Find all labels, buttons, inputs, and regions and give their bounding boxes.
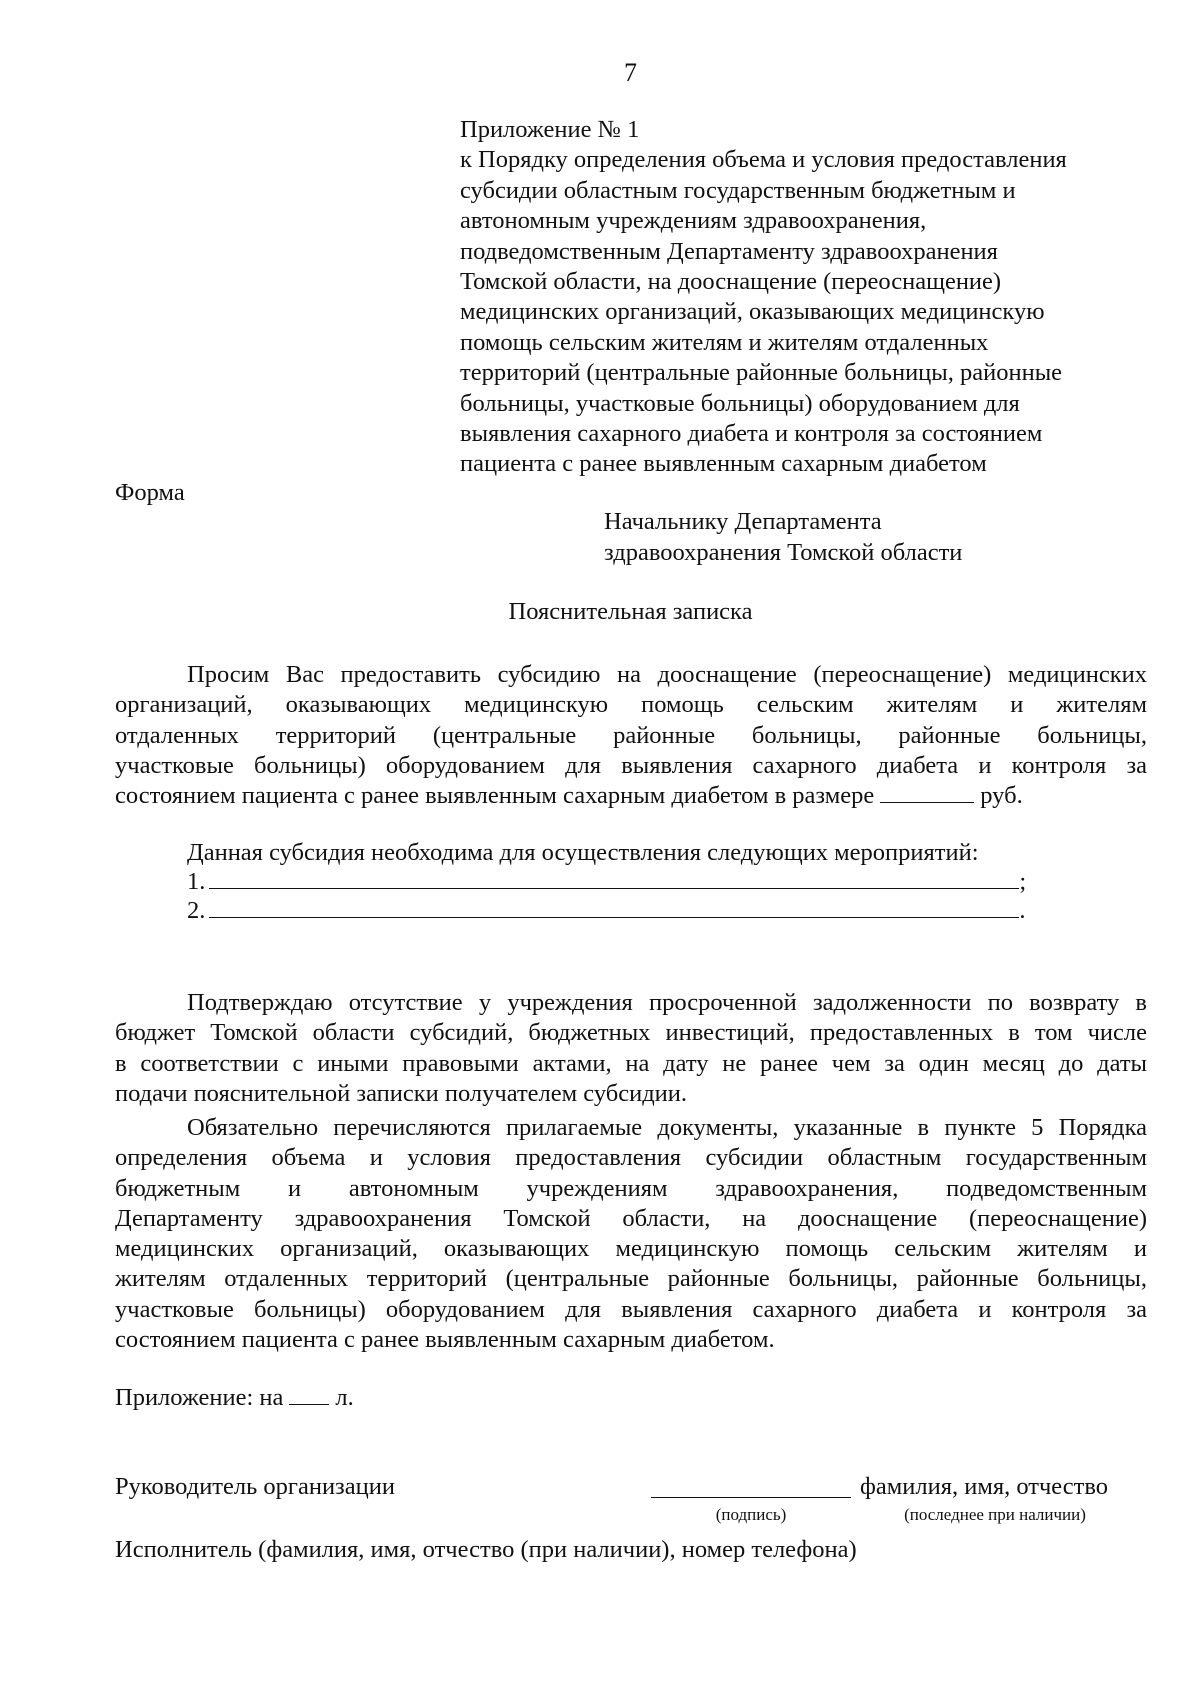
appendix-line: подведомственным Департаменту здравоохранения <box>460 237 998 265</box>
documents-paragraph <box>115 1113 1147 1355</box>
document-title: Пояснительная записка <box>508 598 753 625</box>
form-label: Форма <box>115 479 185 506</box>
attachment-suffix: л. <box>335 1384 354 1411</box>
paragraph-line: отдаленных территорий (центральные районные больницы, районные больницы, <box>115 721 1147 749</box>
request-paragraph <box>115 660 1147 811</box>
item-number: 2. <box>187 897 206 924</box>
amount-suffix: руб. <box>980 782 1023 810</box>
appendix-line: выявления сахарного диабета и контроля за состоянием <box>460 420 1043 448</box>
paragraph-line: жителям отдаленных территорий (центральные районные больницы, районные больницы, <box>115 1265 1147 1293</box>
appendix-line: медицинских организаций, оказывающих медицинскую <box>460 298 1045 326</box>
attachment-line <box>115 1383 354 1413</box>
appendix-header <box>460 115 1160 480</box>
amount-prefix: состоянием пациента с ранее выявленным сахарным диабетом в размере <box>115 782 875 810</box>
paragraph-line: медицинских организаций, оказывающих медицинскую помощь сельским жителям и <box>115 1235 1147 1263</box>
fio-hint: (последнее при наличии) <box>904 1505 1086 1524</box>
pages-blank-field[interactable] <box>289 1383 329 1405</box>
appendix-line: Приложение № 1 <box>460 116 640 143</box>
paragraph-line: Обязательно перечисляются прилагаемые документы, указанные в пункте 5 Порядка <box>187 1114 1147 1141</box>
needs-item <box>187 867 1026 896</box>
needs-intro: Данная субсидия необходима для осуществления следующих мероприятий: <box>187 839 979 866</box>
appendix-line: Томской области, на дооснащение (переоснащение) <box>460 268 1002 296</box>
appendix-line: субсидии областным государственным бюджетным и <box>460 176 1016 204</box>
signer-role: Руководитель организации <box>115 1473 395 1500</box>
paragraph-line: состоянием пациента с ранее выявленным сахарным диабетом. <box>115 1326 775 1354</box>
paragraph-line: участковые больницы) оборудованием для выявления сахарного диабета и контроля за <box>115 1295 1147 1323</box>
paragraph-line: организаций, оказывающих медицинскую помощь сельским жителям и жителям <box>115 691 1147 719</box>
needs-item-blank-field[interactable] <box>209 867 1019 889</box>
signer-fio-label: фамилия, имя, отчество <box>860 1473 1109 1500</box>
appendix-line: больницы, участковые больницы) оборудованием для <box>460 389 1020 417</box>
appendix-line: к Порядку определения объема и условия предоставления <box>460 146 1067 174</box>
paragraph-line: подачи пояснительной записки получателем субсидии. <box>115 1079 688 1107</box>
attachment-prefix: Приложение: на <box>115 1384 284 1411</box>
appendix-line: помощь сельским жителям и жителям отдаленных <box>460 328 989 356</box>
paragraph-line: в соответствии с иными правовыми актами, на дату не ранее чем за один месяц до даты <box>115 1049 1147 1077</box>
amount-blank-field[interactable] <box>880 781 974 803</box>
paragraph-line: Подтверждаю отсутствие у учреждения просроченной задолженности по возврату в <box>187 989 1147 1016</box>
paragraph-line: бюджетным и автономным учреждениям здравоохранения, подведомственным <box>115 1174 1147 1202</box>
paragraph-line: Просим Вас предоставить субсидию на дооснащение (переоснащение) медицинских <box>187 661 1147 688</box>
item-end: . <box>1019 897 1026 924</box>
item-number: 1. <box>187 868 206 895</box>
page-number: 7 <box>624 58 637 87</box>
paragraph-line: бюджет Томской области субсидий, бюджетных инвестиций, предоставленных в том числе <box>115 1019 1147 1047</box>
addressee-line: здравоохранения Томской области <box>604 538 963 566</box>
paragraph-last-line <box>115 781 1147 811</box>
signature-hint: (подпись) <box>715 1505 787 1524</box>
signature-blank-field[interactable] <box>651 1497 851 1498</box>
needs-item-blank-field[interactable] <box>209 896 1019 918</box>
paragraph-line: участковые больницы) оборудованием для выявления сахарного диабета и контроля за <box>115 751 1147 779</box>
confirmation-paragraph <box>115 988 1147 1109</box>
needs-list <box>187 838 1026 925</box>
appendix-line: пациента с ранее выявленным сахарным диабетом <box>460 450 987 478</box>
addressee <box>604 507 962 568</box>
executor-line: Исполнитель (фамилия, имя, отчество (при наличии), номер телефона) <box>115 1536 857 1563</box>
paragraph-line: Департаменту здравоохранения Томской области, на дооснащение (переоснащение) <box>115 1204 1147 1232</box>
needs-item <box>187 896 1026 925</box>
appendix-line: территорий (центральные районные больницы, районные <box>460 359 1063 387</box>
addressee-line: Начальнику Департамента <box>604 508 882 535</box>
paragraph-line: определения объема и условия предоставления субсидии областным государственным <box>115 1144 1147 1172</box>
item-end: ; <box>1019 868 1027 895</box>
appendix-line: автономным учреждениям здравоохранения, <box>460 207 927 235</box>
